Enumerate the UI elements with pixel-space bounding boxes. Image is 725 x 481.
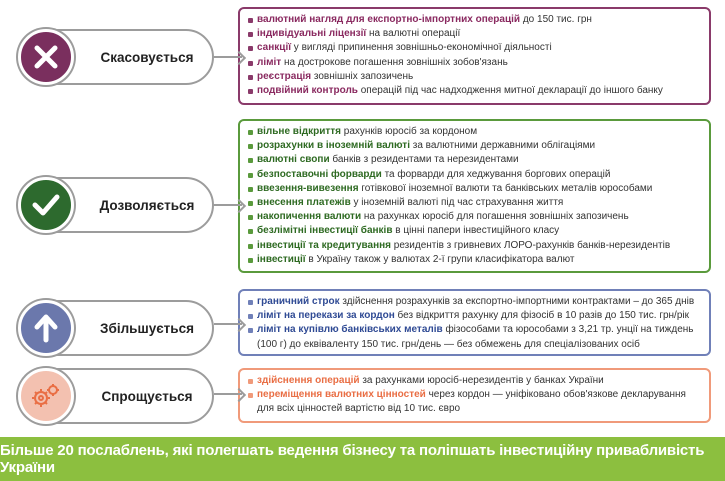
list-item: ліміт на дострокове погашення зовнішніх зобов'язань	[248, 56, 701, 70]
list-item: валютний нагляд для експортно-імпортних операцій до 150 тис. грн	[248, 13, 701, 27]
label-allowed	[18, 177, 214, 233]
list-item: граничний строк здійснення розрахунків за експортно-імпортними контрактами – до 365 днів	[248, 295, 701, 309]
connector-arrow	[214, 56, 242, 58]
list-item: подвійний контроль операцій під час надходження митної декларації до іншого банку	[248, 84, 701, 98]
list-item: здійснення операцій за рахунками юросіб-нерезидентів у банках України	[248, 374, 701, 388]
list-item: реєстрація зовнішніх запозичень	[248, 70, 701, 84]
connector-arrow	[214, 323, 242, 325]
label-text: Збільшується	[100, 320, 194, 336]
connector-arrow	[214, 204, 242, 206]
label-text: Спрощується	[101, 388, 193, 404]
list-item: валютні свопи банків з резидентами та нерезидентами	[248, 153, 701, 167]
cancelled-list	[238, 7, 711, 105]
arrow-up-icon	[18, 300, 74, 356]
list-item: ліміт на перекази за кордон без відкриття рахунку для фізосіб в 10 разів до 150 тис. грн/рік	[248, 309, 701, 323]
list-item: накопичення валюти на рахунках юросіб для погашення зовнішніх запозичень	[248, 210, 701, 224]
label-text: Скасовується	[100, 49, 194, 65]
footer-banner	[0, 437, 725, 481]
label-cancelled	[18, 29, 214, 85]
list-item: санкції у вигляді припинення зовнішньо-економічної діяльності	[248, 41, 701, 55]
list-item: внесення платежів у іноземній валюті під час страхування життя	[248, 196, 701, 210]
list-item: ліміт на купівлю банківських металів фізособами та юрособами з 3,21 тр. унції на тиждень (100 г) до еквіваленту 150 тис. грн/день — без обмежень для спеціалізованих осіб	[248, 323, 701, 351]
x-icon	[18, 29, 74, 85]
gears-icon	[18, 368, 74, 424]
increased-list	[238, 289, 711, 356]
label-text: Дозволяється	[99, 197, 195, 213]
allowed-list	[238, 119, 711, 273]
label-simplified	[18, 368, 214, 424]
list-item: ввезення-вивезення готівкової іноземної валюти та банківських металів юрособами	[248, 182, 701, 196]
footer-text: Більше 20 послаблень, які полегшать ведення бізнесу та поліпшать інвестиційну привабливість України	[0, 442, 705, 476]
list-item: інвестиції в Україну також у валютах 2-ї групи класифікатора валют	[248, 253, 701, 267]
list-item: вільне відкриття рахунків юросіб за кордоном	[248, 125, 701, 139]
simplified-list	[238, 368, 711, 423]
list-item: безпоставочні форварди та форварди для хеджування боргових операцій	[248, 168, 701, 182]
connector-arrow	[214, 393, 242, 395]
list-item: безлімітні інвестиції банків в цінні папери інвестиційного класу	[248, 224, 701, 238]
list-item: розрахунки в іноземній валюті за валютними державними облігаціями	[248, 139, 701, 153]
label-increased	[18, 300, 214, 356]
list-item: переміщення валютних цінностей через кордон — уніфіковано обов'язкове декларування для всіх цінностей вартістю від 10 тис. євро	[248, 388, 701, 416]
list-item: індивідуальні ліцензії на валютні операції	[248, 27, 701, 41]
checkmark-icon	[18, 177, 74, 233]
list-item: інвестиції та кредитування резидентів з гривневих ЛОРО-рахунків банків-нерезидентів	[248, 239, 701, 253]
